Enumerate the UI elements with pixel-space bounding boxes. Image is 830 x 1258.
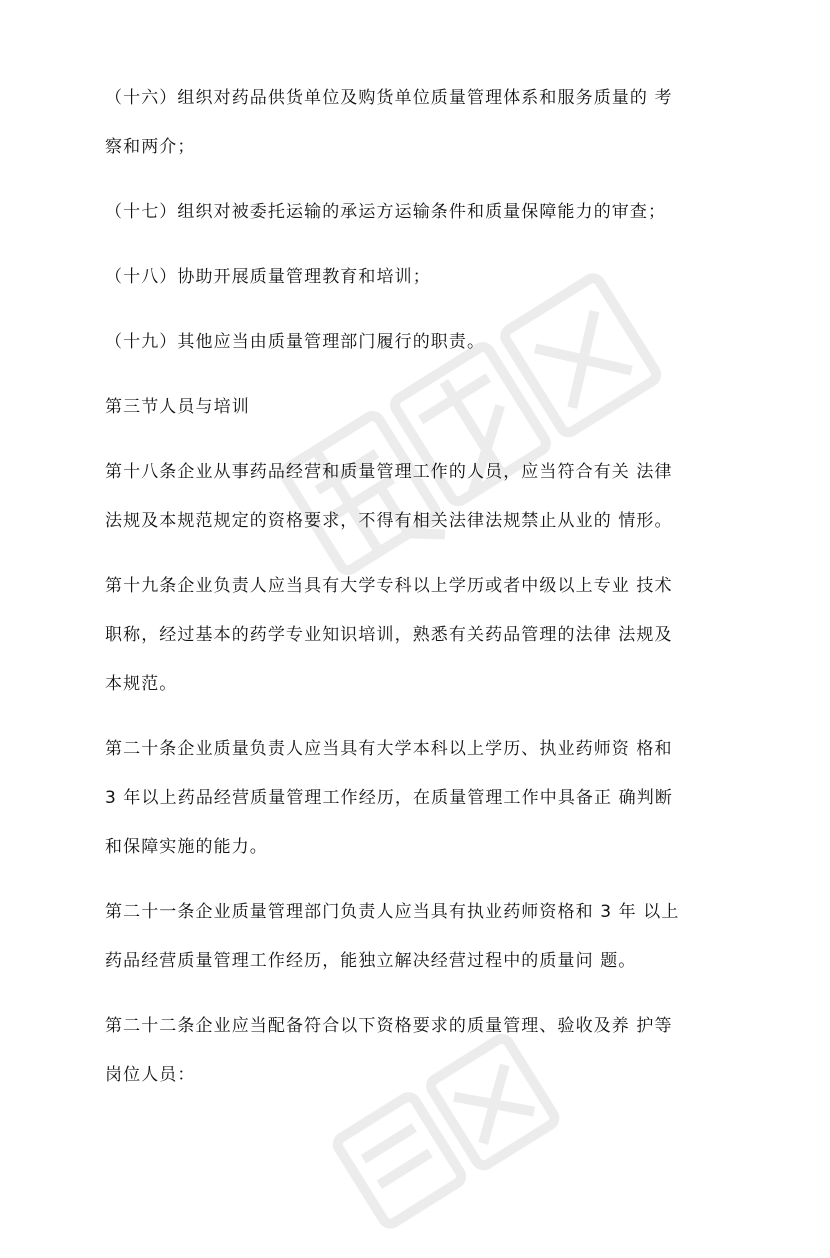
text-line: 第二十二条企业应当配备符合以下资格要求的质量管理、验收及养 护等 [105, 1016, 673, 1036]
article-19 [105, 562, 735, 709]
text-line: （十六）组织对药品供货单位及购货单位质量管理体系和服务质量的 考 [105, 88, 673, 108]
text-line: 职称，经过基本的药学专业知识培训，熟悉有关药品管理的法律 法规及 [105, 625, 673, 645]
text-line: 第三节人员与培训 [105, 397, 250, 417]
document-body [105, 74, 735, 1085]
text-line: 3 年以上药品经营质量管理工作经历，在质量管理工作中具备正 确判断 [105, 788, 673, 808]
item-16 [105, 74, 735, 172]
text-line: 岗位人员： [105, 1065, 196, 1085]
text-line: 第二十条企业质量负责人应当具有大学本科以上学历、执业药师资 格和 [105, 739, 673, 759]
article-18 [105, 448, 735, 546]
text-line: 第二十一条企业质量管理部门负责人应当具有执业药师资格和 3 年 以上 [105, 902, 680, 922]
text-line: 本规范。 [105, 674, 178, 694]
text-line: 第十八条企业从事药品经营和质量管理工作的人员，应当符合有关 法律 [105, 462, 673, 482]
item-18 [105, 253, 735, 302]
text-line: （十八）协助开展质量管理教育和培训； [105, 267, 431, 287]
text-line: （十七）组织对被委托运输的承运方运输条件和质量保障能力的审查； [105, 202, 667, 222]
section-heading [105, 383, 735, 432]
text-line: 和保障实施的能力。 [105, 837, 268, 857]
article-22 [105, 1002, 735, 1100]
article-20 [105, 725, 735, 872]
text-line: 第十九条企业负责人应当具有大学专科以上学历或者中级以上专业 技术 [105, 576, 673, 596]
text-line: 察和两介； [105, 137, 196, 157]
text-line: （十九）其他应当由质量管理部门履行的职责。 [105, 332, 486, 352]
text-line: 法规及本规范规定的资格要求，不得有相关法律法规禁止从业的 情形。 [105, 511, 673, 531]
item-19 [105, 318, 735, 367]
article-21 [105, 888, 735, 986]
item-17 [105, 188, 735, 237]
text-line: 药品经营质量管理工作经历，能独立解决经营过程中的质量问 题。 [105, 951, 637, 971]
